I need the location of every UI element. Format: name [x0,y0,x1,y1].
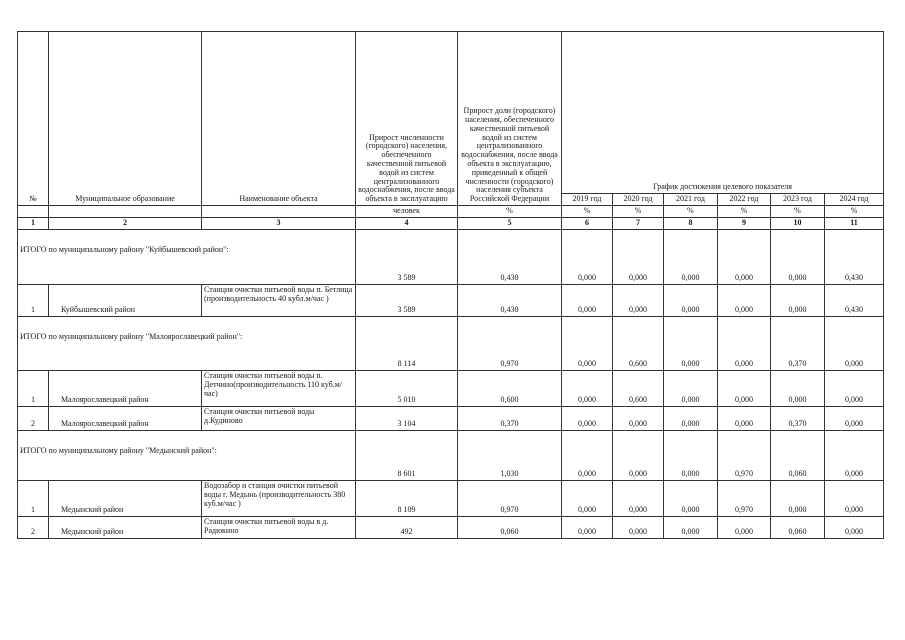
row-share: 0,370 [458,407,562,431]
row-year-value: 0,600 [613,371,664,407]
row-year-value: 0,000 [771,481,825,517]
object-row [18,517,884,539]
row-municipality: Малоярославецкий район [49,407,202,431]
year-unit: % [664,206,718,218]
unit-blank [18,206,49,218]
total-year-value: 0,600 [613,317,664,371]
total-share: 0,430 [458,230,562,285]
row-municipality: Медынский район [49,517,202,539]
total-year-value: 0,000 [718,317,771,371]
column-index: 2 [49,218,202,230]
total-share: 0,970 [458,317,562,371]
row-people: 3 589 [356,285,458,317]
row-people: 8 109 [356,481,458,517]
row-object: Станция очистки питьевой воды п. Бетлица (производительность 40 кубл.м/час ) [202,285,356,317]
header-schedule: График достижения целевого показателя [562,32,884,194]
row-share: 0,970 [458,481,562,517]
row-year-value: 0,430 [825,285,884,317]
column-index: 4 [356,218,458,230]
unit-percent: % [458,206,562,218]
total-row [18,317,884,371]
total-year-value: 0,000 [562,317,613,371]
row-year-value: 0,000 [613,481,664,517]
header-year: 2022 год [718,194,771,206]
total-year-value: 0,000 [771,230,825,285]
total-year-value: 0,000 [664,230,718,285]
header-year: 2024 год [825,194,884,206]
year-unit: % [562,206,613,218]
total-row [18,431,884,481]
header-population-growth: Прирост численности (городского) населения, обеспеченного качественной питьевой водой из систем централизованного водоснабжения, после ввода объекта в эксплуатацию [356,32,458,206]
row-year-value: 0,000 [613,407,664,431]
row-number: 1 [18,285,49,317]
year-unit: % [771,206,825,218]
unit-people: человек [356,206,458,218]
header-no: № [18,32,49,206]
row-year-value: 0,000 [562,517,613,539]
row-year-value: 0,370 [771,407,825,431]
total-share: 1,030 [458,431,562,481]
row-year-value: 0,000 [664,371,718,407]
column-index: 9 [718,218,771,230]
total-year-value: 0,000 [664,317,718,371]
total-year-value: 0,970 [718,431,771,481]
object-row [18,407,884,431]
total-year-value: 0,000 [562,230,613,285]
row-year-value: 0,000 [562,481,613,517]
row-year-value: 0,000 [562,285,613,317]
year-unit: % [718,206,771,218]
total-year-value: 0,000 [613,230,664,285]
row-share: 0,600 [458,371,562,407]
column-index: 8 [664,218,718,230]
row-people: 3 104 [356,407,458,431]
row-year-value: 0,060 [771,517,825,539]
row-number: 2 [18,517,49,539]
total-people: 8 114 [356,317,458,371]
header-year: 2021 год [664,194,718,206]
object-row [18,481,884,517]
header-year: 2023 год [771,194,825,206]
total-year-value: 0,000 [613,431,664,481]
total-year-value: 0,000 [562,431,613,481]
row-year-value: 0,000 [562,407,613,431]
row-year-value: 0,000 [718,285,771,317]
row-municipality: Куйбышевский район [49,285,202,317]
column-index: 7 [613,218,664,230]
row-year-value: 0,000 [664,517,718,539]
unit-blank [49,206,202,218]
header-object: Наименование объекта [202,32,356,206]
row-year-value: 0,000 [825,481,884,517]
unit-blank [202,206,356,218]
row-year-value: 0,000 [718,517,771,539]
row-year-value: 0,000 [825,407,884,431]
column-index: 11 [825,218,884,230]
object-row [18,285,884,317]
total-year-value: 0,000 [825,317,884,371]
header-year: 2019 год [562,194,613,206]
row-object: Водозабор и станция очистки питьевой воды г. Медынь (производительность 380 куб.м/час ) [202,481,356,517]
row-year-value: 0,970 [718,481,771,517]
total-row [18,230,884,285]
row-number: 1 [18,481,49,517]
column-index: 10 [771,218,825,230]
row-year-value: 0,000 [825,517,884,539]
total-label: ИТОГО по муниципальному району "Медынский район": [18,431,356,481]
year-unit: % [613,206,664,218]
row-year-value: 0,000 [664,407,718,431]
row-year-value: 0,000 [562,371,613,407]
row-share: 0,060 [458,517,562,539]
column-index: 1 [18,218,49,230]
row-number: 1 [18,371,49,407]
row-people: 5 010 [356,371,458,407]
row-year-value: 0,000 [613,517,664,539]
total-year-value: 0,000 [825,431,884,481]
row-year-value: 0,000 [771,371,825,407]
row-number: 2 [18,407,49,431]
total-label: ИТОГО по муниципальному району "Малоярославецкий район": [18,317,356,371]
row-share: 0,430 [458,285,562,317]
row-year-value: 0,000 [664,285,718,317]
header-share-growth: Прирост доли (городского) населения, обеспеченного качественной питьевой водой из систем централизованного водоснабжения, после ввода объекта в эксплуатацию, приведенный к общей численности (городского) населения субъекта Российской Федерации [458,32,562,206]
row-object: Станция очистки питьевой воды п. Детчино(производительность 110 куб.м/час) [202,371,356,407]
column-index: 3 [202,218,356,230]
row-object: Станция очистки питьевой воды д.Кудиново [202,407,356,431]
row-municipality: Медынский район [49,481,202,517]
row-municipality: Малоярославецкий район [49,371,202,407]
total-year-value: 0,000 [718,230,771,285]
column-index: 5 [458,218,562,230]
total-year-value: 0,060 [771,431,825,481]
row-year-value: 0,000 [718,371,771,407]
total-year-value: 0,370 [771,317,825,371]
row-year-value: 0,000 [664,481,718,517]
row-object: Станция очистки питьевой воды в д. Радюкино [202,517,356,539]
total-year-value: 0,000 [664,431,718,481]
object-row [18,371,884,407]
target-indicator-table [17,31,884,539]
row-year-value: 0,000 [825,371,884,407]
column-index: 6 [562,218,613,230]
total-people: 8 601 [356,431,458,481]
row-year-value: 0,000 [718,407,771,431]
header-year: 2020 год [613,194,664,206]
total-year-value: 0,430 [825,230,884,285]
year-unit: % [825,206,884,218]
row-people: 492 [356,517,458,539]
row-year-value: 0,000 [613,285,664,317]
row-year-value: 0,000 [771,285,825,317]
total-label: ИТОГО по муниципальному району "Куйбышевский район": [18,230,356,285]
header-municipality: Муниципальное образование [49,32,202,206]
total-people: 3 589 [356,230,458,285]
